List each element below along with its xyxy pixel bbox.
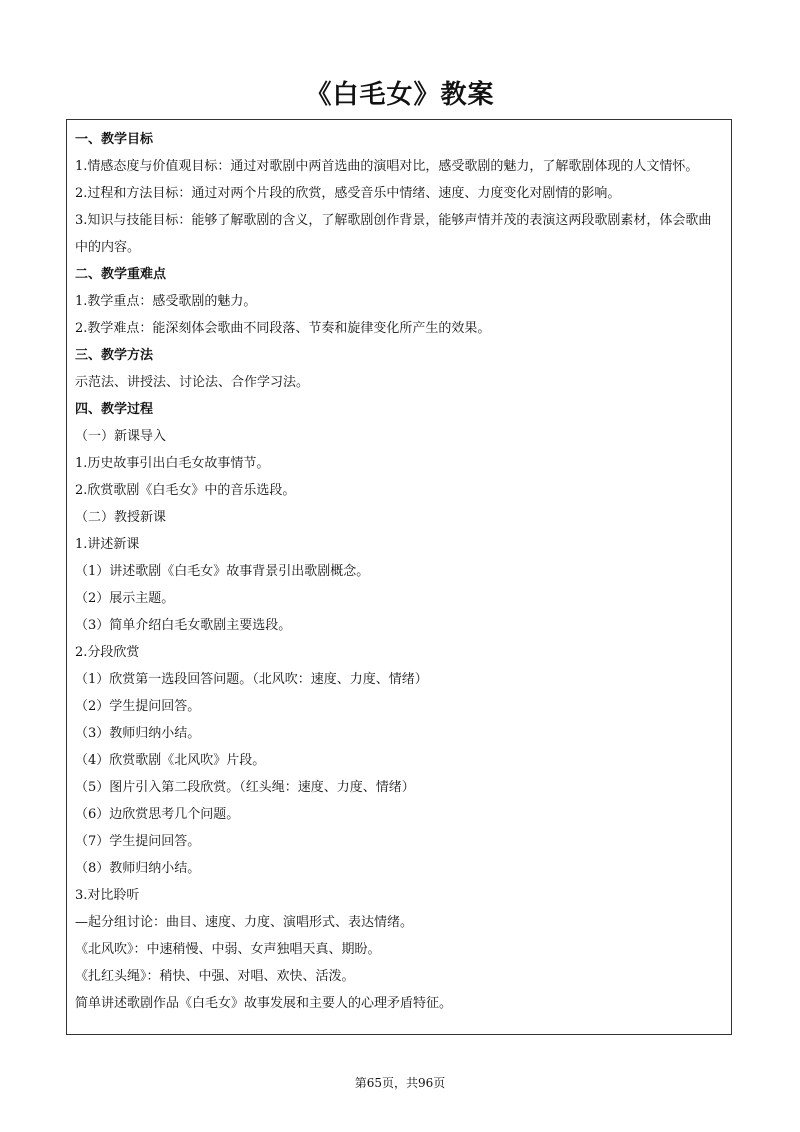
list-item: （3）简单介绍白毛女歌剧主要选段。 xyxy=(75,618,292,633)
section-heading-methods: 三、教学方法 xyxy=(75,348,154,363)
list-item: （1）讲述歌剧《白毛女》故事背景引出歌剧概念。 xyxy=(75,564,370,579)
list-item: 简单讲述歌剧作品《白毛女》故事发展和主要人的心理矛盾特征。 xyxy=(75,996,453,1011)
methods-text: 示范法、讲授法、讨论法、合作学习法。 xyxy=(75,375,310,390)
list-item: （2）学生提问回答。 xyxy=(75,699,201,714)
objective-emotion: 1.情感态度与价值观目标：通过对歌剧中两首选曲的演唱对比，感受歌剧的魅力，了解歌剧体现的人文情怀。 xyxy=(75,159,699,174)
list-item: （3）教师归纳小结。 xyxy=(75,726,201,741)
list-item: 《扎红头绳》：稍快、中强、对唱、欢快、活泼。 xyxy=(75,969,355,984)
objective-process: 2.过程和方法目标：通过对两个片段的欣赏，感受音乐中情绪、速度、力度变化对剧情的影响。 xyxy=(75,186,621,201)
objective-knowledge: 3.知识与技能目标：能够了解歌剧的含义，了解歌剧创作背景，能够声情并茂的表演这两段歌剧素材，体会歌曲中的内容。 xyxy=(75,213,712,255)
section-heading-key-points: 二、教学重难点 xyxy=(75,267,167,282)
list-item: 《北风吹》：中速稍慢、中弱、女声独唱天真、期盼。 xyxy=(75,942,381,957)
list-item: 2.分段欣赏 xyxy=(75,645,140,660)
list-item: （8）教师归纳小结。 xyxy=(75,861,201,876)
list-item: （2）展示主题。 xyxy=(75,591,175,606)
list-item: 1.历史故事引出白毛女故事情节。 xyxy=(75,456,270,471)
list-item: （1）欣赏第一选段回答问题。（北风吹：速度、力度、情绪） xyxy=(75,672,428,687)
list-item: 1.讲述新课 xyxy=(75,537,140,552)
key-point: 1.教学重点：感受歌剧的魅力。 xyxy=(75,294,257,309)
list-item: （6）边欣赏思考几个问题。 xyxy=(75,807,240,822)
list-item: 2.欣赏歌剧《白毛女》中的音乐选段。 xyxy=(75,483,296,498)
section-heading-process: 四、教学过程 xyxy=(75,402,154,417)
list-item: （4）欣赏歌剧《北风吹》片段。 xyxy=(75,753,266,768)
lesson-plan-box xyxy=(66,119,732,1035)
subheading-new-lesson: （二）教授新课 xyxy=(75,510,167,525)
list-item: （7）学生提问回答。 xyxy=(75,834,201,849)
subheading-intro: （一）新课导入 xyxy=(75,429,167,444)
document-title: 《白毛女》教案 xyxy=(305,80,495,110)
difficult-point: 2.教学难点：能深刻体会歌曲不同段落、节奏和旋律变化所产生的效果。 xyxy=(75,321,491,336)
page-number: 第65页，共96页 xyxy=(354,1076,446,1090)
list-item: （5）图片引入第二段欣赏。（红头绳：速度、力度、情绪） xyxy=(75,780,415,795)
list-item: —起分组讨论：曲目、速度、力度、演唱形式、表达情绪。 xyxy=(75,915,414,930)
list-item: 3.对比聆听 xyxy=(75,888,140,903)
section-heading-objectives: 一、教学目标 xyxy=(75,132,154,147)
